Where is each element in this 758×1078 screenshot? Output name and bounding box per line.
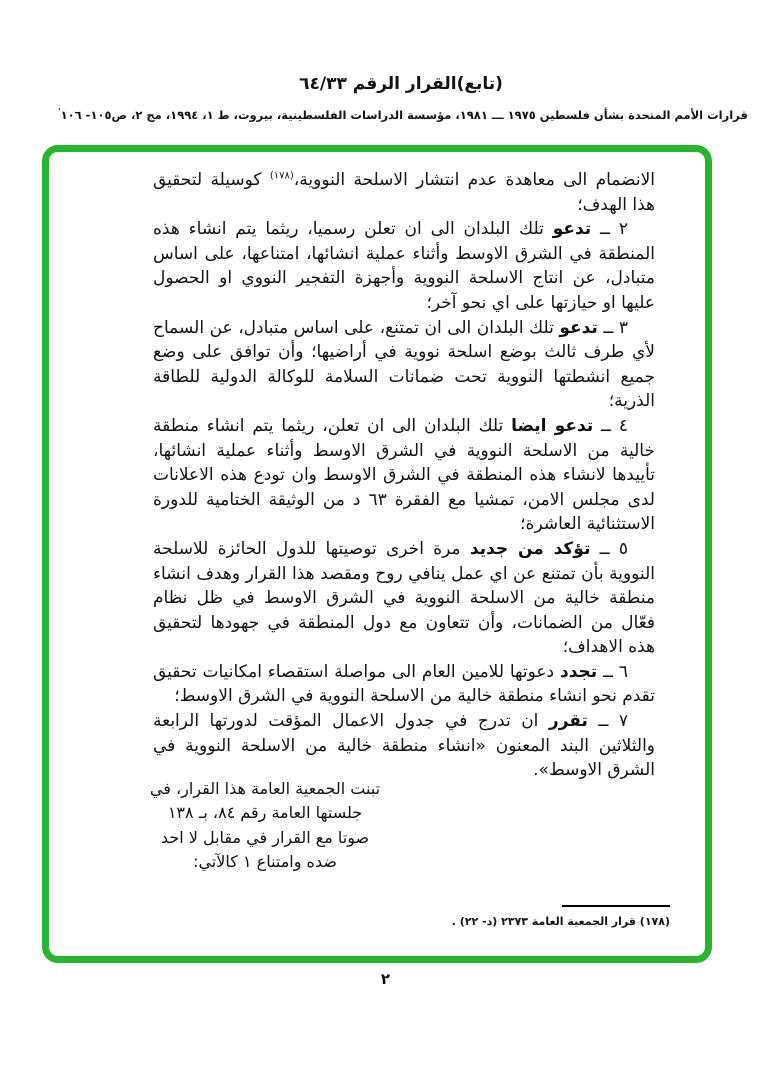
- source-note-mark: ': [58, 107, 61, 117]
- source-citation: [48, 108, 758, 122]
- page-number: ٢: [380, 970, 391, 988]
- resolution-paragraph: [153, 660, 655, 709]
- footnote-block: [452, 905, 670, 928]
- operative-verb: تؤكد من جديد: [469, 538, 591, 559]
- paragraph-text: ان تدرج في جدول الاعمال المؤقت لدورتها الرابعة والثلاثين البند المعنون «انشاء منطقة خالية من الاسلحة النووية في الشرق الاوسط».: [153, 711, 655, 781]
- paragraph-text: تلك البلدان الى ان تمتنع، على اساس متبادل، عن السماح لأي طرف ثالث بوضع اسلحة نووية في أراضيها؛ وأن توافق على وضع جميع انشطتها النووية تحت ضمانات السلامة للوكالة الدولية للطاقة الذرية؛: [153, 317, 655, 412]
- resolution-paragraph: [153, 316, 655, 414]
- adoption-line: جلستها العامة رقم ٨٤، بـ ١٣٨: [167, 803, 363, 823]
- paragraph-text: ٥ ــ: [590, 538, 629, 559]
- adoption-line: صوتا مع القرار في مقابل لا احد: [160, 827, 370, 847]
- paragraph-text: مرة اخرى توصيتها للدول الحائزة للاسلحة النووية بأن تمتنع عن اي عمل ينافي روح ومقصد هذا القرار وهدف انشاء منطقة خالية من الاسلحة النووية في الشرق الاوسط في ظل نظام فعّال من الضمانات، وأن تتعاون مع دول المنطقة في جهودها لتحقيق هذه الاهداف؛: [153, 538, 655, 658]
- resolution-paragraph: [153, 537, 655, 660]
- paragraph-text: الانضمام الى معاهدة عدم انتشار الاسلحة النووية،: [293, 170, 655, 190]
- paragraph-text: تلك البلدان الى ان تعلن، ريثما يتم انشاء منطقة خالية من الاسلحة النووية في الشرق الاوسط وأثناء عملية انشائها، تأييدها لانشاء هذه المنطقة في الشرق الاوسط وان تودع هذه الاعلانات لدى مجلس الامن، تمشيا مع الفقرة ٦٣ د من الوثيقة الختامية للدورة الاستثنائية العاشرة؛: [153, 415, 655, 535]
- operative-verb: تدعو: [559, 317, 598, 338]
- resolution-paragraph: [153, 217, 655, 315]
- resolution-title: (تابع)القرار الرقم ٦٤/٣٣: [299, 74, 503, 94]
- adoption-line: تبنت الجمعية العامة هذا القرار، في: [149, 779, 381, 798]
- paragraph-text: ٧ ــ: [587, 711, 628, 732]
- paragraph-text: دعوتها للامين العام الى مواصلة استقصاء امكانيات تحقيق تقدم نحو انشاء منطقة خالية من الاسلحة النووية في الشرق الاوسط؛: [153, 661, 655, 707]
- resolution-paragraphs: [153, 168, 655, 783]
- paragraph-text: ٦ ــ: [597, 661, 628, 682]
- paragraph-text: تلك البلدان الى ان تعلن رسميا، ريثما يتم انشاء هذه المنطقة في الشرق الاوسط وأثناء عملية انشائها، امتناعها، على اساس متبادل، عن انتاج الاسلحة النووية وأجهزة التفجير النووي او الحصول عليها او حيازتها على اي نحو آخر؛: [153, 219, 655, 313]
- adoption-line: ضده وامتناع ١ كالآتي:: [193, 851, 337, 871]
- footnote-separator: [562, 905, 670, 907]
- paragraph-text: كوسيلة لتحقيق هذا الهدف؛: [153, 170, 655, 215]
- paragraph-text: ٢ ــ: [591, 219, 628, 240]
- adoption-note: [146, 777, 384, 874]
- operative-verb: تقرر: [548, 711, 588, 732]
- resolution-paragraph: [153, 168, 655, 217]
- resolution-paragraph: [153, 709, 655, 783]
- operative-verb: تدعو ايضا: [511, 415, 594, 436]
- footnote-text: (١٧٨) قرار الجمعية العامة ٢٣٧٣ (د- ٢٢) .: [451, 915, 670, 928]
- paragraph-text: ٣ ــ: [597, 317, 628, 338]
- paragraph-text: ٤ ــ: [593, 415, 628, 436]
- footnote-reference: (١٧٨): [269, 170, 294, 182]
- source-citation-text: قرارات الأمم المتحدة بشأن فلسطين ١٩٧٥ ـــ ١٩٨١، مؤسسة الدراسات الفلسطينية، بيروت، ط ١، ١٩٩٤، مج ٢، ص١٠٥- ١٠٦: [60, 108, 748, 122]
- operative-verb: تدعو: [552, 219, 592, 240]
- operative-verb: تجدد: [559, 661, 598, 682]
- resolution-paragraph: [153, 414, 655, 537]
